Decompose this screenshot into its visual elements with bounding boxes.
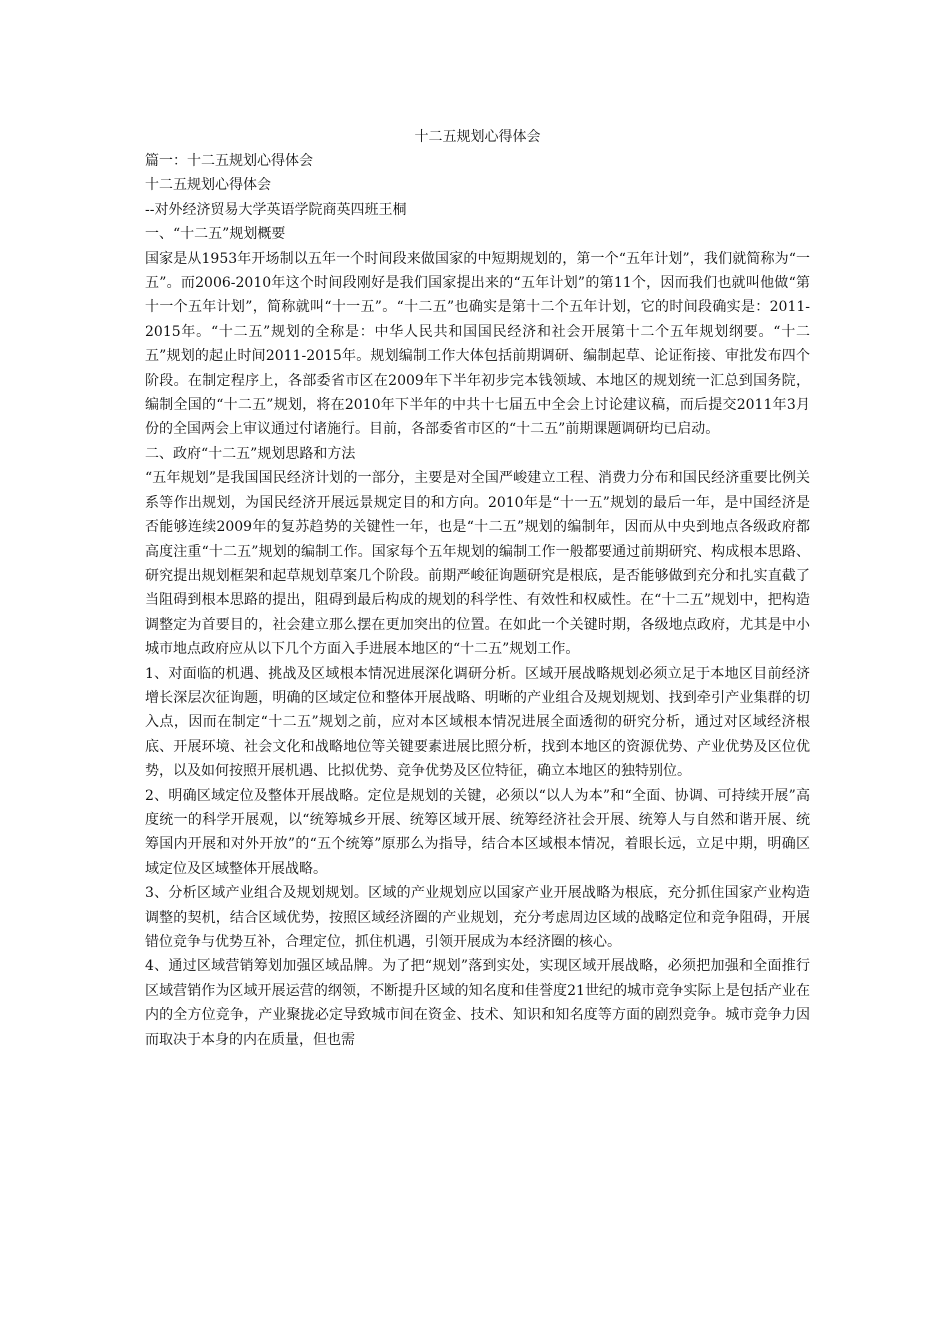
paragraph-5: 3、分析区域产业组合及规划规划。区域的产业规划应以国家产业开展战略为根底，充分抓住国家产业构造调整的契机，结合区域优势，按照区域经济圈的产业规划，充分考虑周边区域的战略定位和竞争阻碍，开展错位竞争与优势互补，合理定位，抓住机遇，引领开展成为本经济圈的核心。 — [145, 885, 810, 950]
section-heading-1: 一、“十二五”规划概要 — [145, 226, 286, 243]
part-heading: 篇一：十二五规划心得体会 — [145, 153, 313, 169]
author-line: --对外经济贸易大学英语学院商英四班王桐 — [145, 201, 407, 218]
article-heading: 十二五规划心得体会 — [145, 177, 271, 194]
paragraph-1: 国家是从1953年开场制以五年一个时间段来做国家的中短期规划的，第一个“五年计划”，我们就简称为“一五”。而2006-2010年这个时间段刚好是我们国家提出来的“五年计划”的第11个，因而我们也就叫他做“第十一个五年计划”，简称就叫“十一五”。“十二五”也确实是第十二个五年计划，它的时间段确实是：2011-2015年。“十二五”规划的全称是：中华人民共和国国民经济和社会开展第十二个五年规划纲要。“十二五”规划的起止时间2011-2015年。规划编制工作大体包括前期调研、编制起草、论证衔接、审批发布四个阶段。在制定程序上，各部委省市区在2009年下半年初步完本钱领域、本地区的规划统一汇总到国务院，编制全国的“十二五”规划，将在2010年下半年的中共十七届五中全会上讨论建议稿，而后提交2011年3月份的全国两会上审议通过付诸施行。目前，各部委省市区的“十二五”前期课题调研均已启动。 — [145, 250, 810, 438]
paragraph-4: 2、明确区域定位及整体开展战略。定位是规划的关键，必须以“以人为本”和“全面、协调、可持续开展”高度统一的科学开展观，以“统筹城乡开展、统筹区域开展、统筹经济社会开展、统筹人与自然和谐开展、统筹国内开展和对外开放”的“五个统筹”原那么为指导，结合本区域根本情况，着眼长远，立足中期，明确区域定位及区域整体开展战略。 — [145, 787, 810, 877]
paragraph-2: “五年规划”是我国国民经济计划的一部分，主要是对全国严峻建立工程、消费力分布和国民经济重要比例关系等作出规划，为国民经济开展远景规定目的和方向。2010年是“十一五”规划的最后一年，是中国经济是否能够连续2009年的复苏趋势的关键性一年，也是“十二五”规划的编制年，因而从中央到地点各级政府都高度注重“十二五”规划的编制工作。国家每个五年规划的编制工作一般都要通过前期研究、构成根本思路、研究提出规划框架和起草规划草案几个阶段。前期严峻征询题研究是根底，是否能够做到充分和扎实直截了当阻碍到根本思路的提出，阻碍到最后构成的规划的科学性、有效性和权威性。在“十二五”规划中，把构造调整定为首要目的，社会建立那么摆在更加突出的位置。在如此一个关键时期，各级地点政府，尤其是中小城市地点政府应从以下几个方面入手进展本地区的“十二五”规划工作。 — [145, 470, 810, 658]
paragraph-6: 4、通过区域营销筹划加强区域品牌。为了把“规划”落到实处，实现区域开展战略，必须把加强和全面推行区域营销作为区域开展运营的纲领，不断提升区域的知名度和佳誉度21世纪的城市竞争实际上是包括产业在内的全方位竞争，产业聚拢必定导致城市间在资金、技术、知识和知名度等方面的剧烈竞争。城市竞争力因而取决于本身的内在质量，但也需 — [145, 958, 810, 1048]
document-title: 十二五规划心得体会 — [414, 129, 541, 145]
document-body — [145, 125, 810, 1052]
paragraph-3: 1、对面临的机遇、挑战及区域根本情况进展深化调研分析。区域开展战略规划必须立足于本地区目前经济增长深层次征询题，明确的区域定位和整体开展战略、明晰的产业组合及规划规划、找到牵引产业集群的切入点，因而在制定“十二五”规划之前，应对本区域根本情况进展全面透彻的研究分析，通过对区域经济根底、开展环境、社会文化和战略地位等关键要素进展比照分析，找到本地区的资源优势、产业优势及区位优势，以及如何按照开展机遇、比拟优势、竞争优势及区位特征，确立本地区的独特别位。 — [145, 665, 810, 780]
section-heading-2: 二、政府“十二五”规划思路和方法 — [145, 445, 356, 462]
